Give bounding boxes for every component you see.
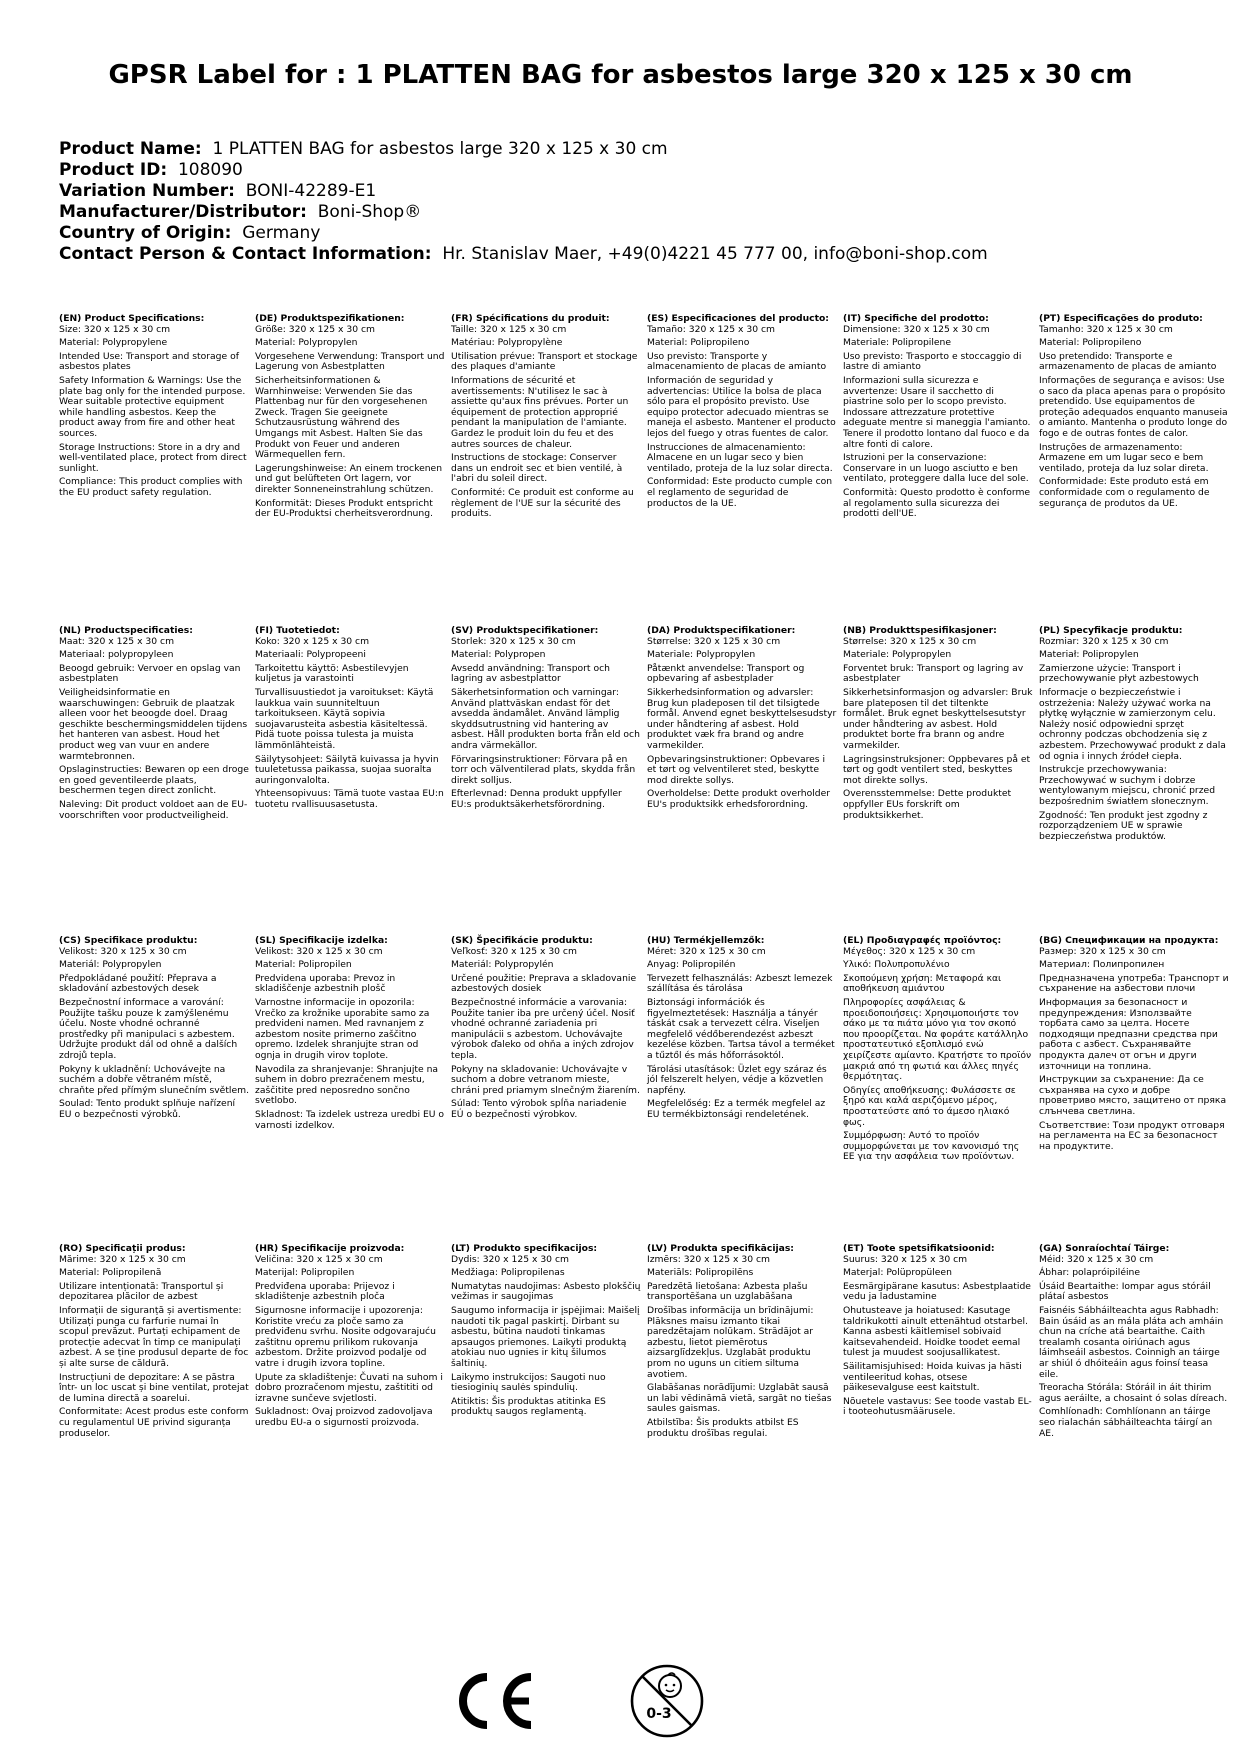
spec-paragraph: Conformità: Questo prodotto è conforme al regolamento sulla sicurezza dei prodotti dell'UE.: [843, 486, 1031, 520]
spec-paragraph: Maat: 320 x 125 x 30 cm: [59, 635, 175, 647]
spec-paragraph: Lagringsinstruksjoner: Oppbevares på et tørt og godt ventilert sted, beskyttes mot direkte sollys.: [843, 753, 1031, 786]
spec-paragraph: Conformidade: Este produto está em conformidade com o regulamento de segurança de produtos da UE.: [1039, 476, 1210, 509]
spec-paragraph: Opslaginstructies: Bewaren op een droge en goed geventileerde plaats, beschermen tegen direct zonlicht.: [59, 764, 249, 797]
spec-paragraph: Efterlevnad: Denna produkt uppfyller EU:s produktsäkerhetsförordning.: [451, 788, 622, 810]
spec-paragraph: Material: Polypropylene: [59, 337, 168, 349]
spec-paragraph: Bezpečnostné informácie a varovania: Použite tanier iba pre určený účel. Nosiť vhodné ochranné zariadenia pri manipulácii s azbestom. Uchovávajte výrobok ďaleko od ohňa a iných zdrojov tepla.: [451, 996, 635, 1061]
spec-block: [1039, 314, 1229, 512]
spec-paragraph: Materiał: Polipropylen: [1039, 649, 1139, 661]
spec-paragraph: Σκοπούμενη χρήση: Μεταφορά και αποθήκευση αμιάντου: [843, 972, 1002, 995]
spec-header: (CS) Specifikace produktu:: [59, 935, 198, 946]
spec-paragraph: Soulad: Tento produkt splňuje nařízení EU o bezpečnosti výrobků.: [59, 1098, 236, 1120]
spec-paragraph: Navodila za shranjevanje: Shranjujte na suhem in dobro prezračenem mestu, zaščitite pred neposredno sončno svetlobo.: [255, 1063, 439, 1107]
spec-paragraph: Comhlíonadh: Comhlíonann an táirge seo rialachán sábháilteachta táirgí an AE.: [1039, 1406, 1213, 1439]
spec-paragraph: Größe: 320 x 125 x 30 cm: [255, 323, 376, 335]
country-of-origin-row: [59, 223, 988, 244]
spec-paragraph: Conformitate: Acest produs este conform cu regulamentul UE privind siguranța produselor.: [59, 1406, 249, 1439]
spec-paragraph: Biztonsági információk és figyelmeztetések: Használja a tányér táskát csak a tervezett célra. Viseljen megfelelő védőberendezést azbeszt kezelése közben. Tartsa távol a terméket a tűztől és más hőforrásoktól.: [647, 996, 835, 1061]
spec-paragraph: Laikymo instrukcijos: Saugoti nuo tiesioginių saulės spindulių.: [451, 1371, 606, 1394]
spec-paragraph: Pokyny na skladovanie: Uchovávajte v suchom a dobre vetranom mieste, chráni pred priamym slnečným žiarením.: [451, 1063, 640, 1096]
spec-header: (LT) Produkto specifikacijos:: [451, 1243, 598, 1254]
spec-paragraph: Lagerungshinweise: An einem trockenen und gut belüfteten Ort lagern, vor direkter Sonneneinstrahlung schützen.: [255, 462, 443, 495]
spec-header: (GA) Sonraíochtaí Táirge:: [1039, 1243, 1170, 1254]
spec-paragraph: Instrucțiuni de depozitare: A se păstra într- un loc uscat și bine ventilat, protejat de lumina directă a soarelui.: [59, 1371, 249, 1404]
spec-paragraph: Avsedd användning: Transport och lagring av asbestplattor: [451, 662, 610, 685]
spec-paragraph: Predviđena uporaba: Prijevoz i skladištenje azbestnih ploča: [255, 1280, 395, 1303]
spec-paragraph: Materiál: Polypropylén: [451, 959, 554, 971]
manufacturer-row: [59, 202, 988, 223]
spec-paragraph: Atitiktis: Šis produktas atitinka ES produktų saugos reglamentą.: [451, 1395, 606, 1418]
spec-block: [1039, 1244, 1229, 1442]
spec-paragraph: Turvallisuustiedot ja varoitukset: Käytä laukkua vain suunniteltuun tarkoitukseen. Käytä sopivia suojavarusteita asbestia käsiteltessä. Pidä tuote poissa tulesta ja muista lämmönlähteistä.: [255, 686, 434, 751]
spec-paragraph: Matériau: Polypropylène: [451, 337, 563, 349]
spec-paragraph: Tamaño: 320 x 125 x 30 cm: [647, 323, 775, 335]
spec-block: [451, 1244, 641, 1421]
spec-paragraph: Veiligheidsinformatie en waarschuwingen: Gebruik de plaatzak alleen voor het beoogde doel. Draag geschikte beschermingsmiddelen tijdens het hanteren van asbest. Houd het product weg van vuur en andere warmtebronnen.: [59, 686, 248, 762]
spec-paragraph: Material: Polypropen: [451, 649, 546, 661]
spec-paragraph: Safety Information & Warnings: Use the plate bag only for the intended purpose. Wear suitable protective equipment while handling asbestos. Keep the product away from fire and other heat sources.: [59, 374, 246, 439]
info-value: 1 PLATTEN BAG for asbestos large 320 x 125 x 30 cm: [212, 139, 668, 159]
info-key: Contact Person & Contact Information:: [59, 244, 432, 264]
spec-paragraph: Μέγεθος: 320 x 125 x 30 cm: [843, 945, 976, 957]
product-name-row: [59, 139, 988, 160]
spec-paragraph: Vorgesehene Verwendung: Transport und Lagerung von Asbestplatten: [255, 350, 445, 373]
spec-paragraph: Material: Polipropileno: [1039, 337, 1142, 349]
spec-header: (FR) Spécifications du produit:: [451, 313, 610, 324]
info-key: Country of Origin:: [59, 223, 232, 243]
spec-header: (PT) Especificações do produto:: [1039, 313, 1203, 324]
spec-block: [451, 314, 641, 523]
spec-paragraph: Instruções de armazenamento: Armazene em um lugar seco e bem ventilado, proteja da luz solar direta.: [1039, 441, 1209, 474]
info-key: Product Name:: [59, 139, 202, 159]
spec-header: (HR) Specifikacije proizvoda:: [255, 1243, 405, 1254]
spec-paragraph: Treoracha Stórála: Stóráil in áit thirim agus aeráilte, a chosaint ó solas díreach.: [1039, 1382, 1228, 1404]
spec-block: [451, 936, 641, 1124]
spec-paragraph: Materiale: Polypropylen: [647, 649, 756, 661]
spec-paragraph: Υλικό: Πολυπροπυλένιο: [843, 959, 950, 971]
spec-header: (BG) Спецификации на продукта:: [1039, 935, 1219, 946]
spec-paragraph: Storage Instructions: Store in a dry and well-ventilated place, protect from direct sunlight.: [59, 441, 247, 474]
spec-paragraph: Sikkerhetsinformasjon og advarsler: Bruk bare plateposen til det tiltenkte formålet. Bruk egnet beskyttelsesutstyr under håndtering av asbest. Hold produktet borte fra brann og andre varmekilder.: [843, 686, 1033, 751]
spec-paragraph: Megfelelőség: Ez a termék megfelel az EU termékbiztonsági rendeletének.: [647, 1098, 826, 1120]
spec-paragraph: Informații de siguranță și avertismente: Utilizați punga cu farfurie numai în scopul prevăzut. Purtați echipament de protecție adecvat în timp ce manipulați azbest. A se ține produsul departe de foc și alte surse de căldură.: [59, 1304, 249, 1369]
spec-paragraph: Säkerhetsinformation och varningar: Använd plattväskan endast för det avsedda ändamålet. Använd lämplig skyddsutrustning vid hantering av asbest. Håll produkten borta från eld och andra värmekällor.: [451, 686, 640, 751]
spec-paragraph: Koko: 320 x 125 x 30 cm: [255, 635, 370, 647]
spec-paragraph: Tamanho: 320 x 125 x 30 cm: [1039, 323, 1173, 335]
spec-paragraph: Sigurnosne informacije i upozorenja: Koristite vreću za ploče samo za predviđenu svrhu. Nosite odgovarajuću zaštitnu opremu prilikom rukovanja azbestom. Držite proizvod podalje od vatre i drugih izvora topline.: [255, 1304, 436, 1369]
spec-header: (HU) Termékjellemzők:: [647, 935, 765, 946]
spec-paragraph: Paredzētā lietošana: Azbesta plašu transportēšana un uzglabāšana: [647, 1280, 808, 1303]
spec-block: [255, 314, 445, 523]
spec-paragraph: Συμμόρφωση: Αυτό το προϊόν συμμορφώνεται με τον κανονισμό της ΕΕ για την ασφάλεια των προϊόντων.: [843, 1130, 1020, 1163]
spec-paragraph: Varnostne informacije in opozorila: Vrečko za krožnike uporabite samo za predvideni namen. Med ravnanjem z azbestom nosite primerno zaščitno opremo. Izdelek shranjujte stran od ognja in drugih virov toplote.: [255, 996, 430, 1061]
spec-paragraph: Størrelse: 320 x 125 x 30 cm: [647, 635, 781, 647]
spec-header: (SV) Produktspecifikationer:: [451, 625, 599, 636]
spec-paragraph: Materiāls: Polipropilēns: [647, 1267, 754, 1279]
spec-paragraph: Informazioni sulla sicurezza e avvertenze: Usare il sacchetto di piastrine solo per lo scopo previsto. Indossare attrezzature protettive adeguate mentre si maneggia l'amianto. Tenere il prodotto lontano dal fuoco e da altre fonti di calore.: [843, 374, 1031, 450]
spec-block: [843, 1244, 1033, 1421]
spec-paragraph: Upute za skladištenje: Čuvati na suhom i dobro prozračenom mjestu, zaštititi od izravne sunčeve svjetlosti.: [255, 1371, 443, 1404]
spec-paragraph: Предназначена употреба: Транспорт и съхранение на азбестови плочи: [1039, 972, 1229, 995]
spec-paragraph: Predvidena uporaba: Prevoz in skladiščenje azbestnih plošč: [255, 972, 396, 995]
spec-paragraph: Overensstemmelse: Dette produktet oppfyller EUs forskrift om produktsikkerhet.: [843, 788, 1012, 821]
spec-paragraph: Dimensione: 320 x 125 x 30 cm: [843, 323, 990, 335]
spec-paragraph: Conformité: Ce produit est conforme au règlement de l'UE sur la sécurité des produits.: [451, 486, 634, 520]
spec-paragraph: Určené použitie: Preprava a skladovanie azbestových dosiek: [451, 972, 637, 995]
spec-paragraph: Suurus: 320 x 125 x 30 cm: [843, 1253, 968, 1265]
spec-block: [843, 936, 1033, 1166]
spec-paragraph: Anyag: Polipropilén: [647, 959, 736, 971]
spec-paragraph: Veľkosť: 320 x 125 x 30 cm: [451, 945, 577, 957]
product-info: [59, 139, 988, 265]
spec-paragraph: Material: Polipropilenă: [59, 1267, 162, 1279]
spec-paragraph: Méid: 320 x 125 x 30 cm: [1039, 1253, 1154, 1265]
spec-paragraph: Overholdelse: Dette produkt overholder EU's produktsikk erhedsforordning.: [647, 788, 831, 810]
spec-header: (EL) Προδιαγραφές προϊόντος:: [843, 935, 1002, 946]
spec-paragraph: Информация за безопасност и предупреждения: Използвайте торбата само за целта. Носете подходящи предпазни средства при работа с азбест. Съхранявайте продукта далеч от огън и други източници на топлина.: [1039, 996, 1218, 1072]
spec-paragraph: Compliance: This product complies with the EU product safety regulation.: [59, 476, 243, 498]
info-value: Hr. Stanislav Maer, +49(0)4221 45 777 00, info@boni-shop.com: [442, 244, 988, 264]
logos: [0, 1668, 1241, 1748]
spec-paragraph: Instructions de stockage: Conserver dans un endroit sec et bien ventilé, à l'abri du soleil direct.: [451, 452, 623, 485]
spec-paragraph: Taille: 320 x 125 x 30 cm: [451, 323, 567, 335]
spec-paragraph: Material: Polipropilen: [255, 959, 352, 971]
spec-paragraph: Yhteensopivuus: Tämä tuote vastaa EU:n tuotetu rvallisuusasetusta.: [255, 788, 444, 810]
spec-paragraph: Skladnost: Ta izdelek ustreza uredbi EU o varnosti izdelkov.: [255, 1108, 445, 1131]
spec-block: [59, 936, 249, 1124]
spec-paragraph: Säilytysohjeet: Säilytä kuivassa ja hyvin tuuletetussa paikassa, suojaa suoralta auringonvalolta.: [255, 753, 439, 786]
info-value: BONI-42289-E1: [245, 181, 377, 201]
spec-paragraph: Uso pretendido: Transporte e armazenamento de placas de amianto: [1039, 350, 1217, 373]
spec-header: (RO) Specificații produs:: [59, 1243, 186, 1254]
spec-paragraph: Materjal: Polüpropüleen: [843, 1267, 952, 1279]
spec-paragraph: Uso previsto: Transporte y almacenamiento de placas de amianto: [647, 350, 827, 373]
spec-paragraph: Drošības informācija un brīdinājumi: Plāksnes maisu izmanto tikai paredzētajam nolūkam. Strādājot ar azbestu, lietot piemērotus aizsarglīdzekļus. Uzglabāt produktu prom no uguns un citiem siltuma avotiem.: [647, 1304, 814, 1380]
spec-header: (SL) Specifikacije izdelka:: [255, 935, 388, 946]
spec-paragraph: Utilizare intenționată: Transportul și depozitarea plăcilor de azbest: [59, 1280, 224, 1303]
info-key: Variation Number:: [59, 181, 235, 201]
spec-paragraph: Materiál: Polypropylen: [59, 959, 162, 971]
spec-paragraph: Velikost: 320 x 125 x 30 cm: [59, 945, 187, 957]
spec-paragraph: Material: Polipropileno: [647, 337, 750, 349]
not-for-children-0-3-icon: [628, 1662, 706, 1740]
spec-block: [255, 626, 445, 814]
spec-paragraph: Utilisation prévue: Transport et stockage des plaques d'amiante: [451, 350, 638, 373]
spec-paragraph: Mărime: 320 x 125 x 30 cm: [59, 1253, 186, 1265]
spec-paragraph: Pokyny k ukladnění: Uchovávejte na suchém a dobře větraném místě, chraňte před přímým slunečním světlem.: [59, 1063, 249, 1096]
spec-paragraph: Súlad: Tento výrobok spĺňa nariadenie EÚ o bezpečnosti výrobkov.: [451, 1098, 627, 1120]
spec-paragraph: Předpokládané použití: Přeprava a skladování azbestových desek: [59, 972, 217, 995]
spec-paragraph: Bezpečnostní informace a varování: Použijte tašku pouze k zamýšlenému účelu. Noste vhodné ochranné prostředky při manipulaci s azbestem. Udržujte produkt dál od ohně a dalších zdrojů tepla.: [59, 996, 238, 1061]
spec-header: (ES) Especificaciones del producto:: [647, 313, 829, 324]
spec-paragraph: Påtænkt anvendelse: Transport og opbevaring af asbestplader: [647, 662, 805, 685]
spec-paragraph: Faisnéis Sábháilteachta agus Rabhadh: Bain úsáid as an mála pláta ach amháin chun na críche atá beartaithe. Caith trealamh cosanta oiriúnach agus láimhseáil asbestos. Coinnigh an táirge ar shiúl ó dhóiteáin agus foinsí teasa eile.: [1039, 1304, 1224, 1380]
spec-paragraph: Съответствие: Този продукт отговаря на регламента на ЕС за безопасност на продуктите.: [1039, 1119, 1225, 1152]
spec-paragraph: Sukladnost: Ovaj proizvod zadovoljava uredbu EU-a o sigurnosti proizvoda.: [255, 1406, 433, 1428]
info-key: Manufacturer/Distributor:: [59, 202, 307, 222]
info-key: Product ID:: [59, 160, 168, 180]
spec-block: [59, 314, 249, 502]
spec-paragraph: Tervezett felhasználás: Azbeszt lemezek szállítása és tárolása: [647, 972, 833, 995]
spec-paragraph: Saugumo informacija ir įspėjimai: Maišelį naudoti tik pagal paskirtį. Dirbant su asbestu, būtina naudoti tinkamas apsaugos priemones. Laikyti produktą atokiau nuo ugnies ir kitų šilumos šaltinių.: [451, 1304, 640, 1369]
spec-paragraph: Información de seguridad y advertencias: Utilice la bolsa de placa sólo para el propósito previsto. Use equipo protector adecuado mientras se maneja el asbesto. Mantener el producto lejos del fuego y otras fuentes de calor.: [647, 374, 836, 439]
spec-paragraph: Zgodność: Ten produkt jest zgodny z rozporządzeniem UE w sprawie bezpieczeństwa produktów.: [1039, 809, 1208, 842]
spec-paragraph: Forventet bruk: Transport og lagring av asbestplater: [843, 662, 1024, 685]
spec-block: [1039, 936, 1229, 1155]
spec-paragraph: Size: 320 x 125 x 30 cm: [59, 323, 171, 335]
page-title: GPSR Label for : 1 PLATTEN BAG for asbestos large 320 x 125 x 30 cm: [108, 60, 1133, 90]
spec-paragraph: Uso previsto: Trasporto e stoccaggio di lastre di amianto: [843, 350, 1022, 373]
spec-paragraph: Materiaal: polypropyleen: [59, 649, 174, 661]
spec-paragraph: Nõuetele vastavus: See toode vastab EL-i tooteohutusmäärusele.: [843, 1395, 1032, 1418]
info-value: 108090: [177, 160, 243, 180]
spec-block: [647, 314, 837, 512]
spec-paragraph: Ohutusteave ja hoiatused: Kasutage taldrikukotti ainult ettenähtud otstarbel. Kanna asbesti käitlemisel sobivaid kaitsevahendeid. Hoidke toodet eemal tulest ja muudest soojusallikatest.: [843, 1304, 1028, 1359]
spec-paragraph: Instrukcje przechowywania: Przechowywać w suchym i dobrze wentylowanym miejscu, chronić przed bezpośrednim światłem słonecznym.: [1039, 764, 1216, 807]
spec-paragraph: Materiale: Polipropilene: [843, 337, 952, 349]
spec-block: [843, 626, 1033, 824]
spec-header: (NL) Productspecificaties:: [59, 625, 193, 636]
spec-paragraph: Informacje o bezpieczeństwie i ostrzeżenia: Należy używać worka na płytkę wyłącznie w zamierzonym celu. Należy nosić odpowiedni sprzęt ochronny podczas obchodzenia się z azbestem. Przechowywać produkt z dala od ognia i innych źródeł ciepła.: [1039, 686, 1226, 762]
spec-paragraph: Informações de segurança e avisos: Use o saco da placa apenas para o propósito pretendido. Use equipamentos de proteção adequados enquanto manuseia o amianto. Mantenha o produto longe do fogo e de outras fontes de calor.: [1039, 374, 1228, 439]
ce-mark-icon: [451, 1668, 537, 1734]
spec-paragraph: Οδηγίες αποθήκευσης: Φυλάσσετε σε ξηρό και καλά αεριζόμενο μέρος, προστατεύστε από το άμεσο ηλιακό φως.: [843, 1084, 1016, 1128]
spec-header: (DE) Produktspezifikationen:: [255, 313, 405, 324]
spec-paragraph: Storlek: 320 x 125 x 30 cm: [451, 635, 576, 647]
age-warning-label: 0-3: [646, 1706, 672, 1722]
spec-header: (FI) Tuotetiedot:: [255, 625, 340, 636]
spec-block: [647, 936, 837, 1124]
spec-paragraph: Materiale: Polypropylen: [843, 649, 952, 661]
spec-header: (DA) Produktspecifikationer:: [647, 625, 796, 636]
info-value: Boni-Shop®: [317, 202, 422, 222]
spec-block: [647, 626, 837, 814]
spec-header: (IT) Specifiche del prodotto:: [843, 313, 989, 324]
spec-paragraph: Dydis: 320 x 125 x 30 cm: [451, 1253, 569, 1265]
spec-paragraph: Úsáid Beartaithe: Iompar agus stóráil plátaí asbestos: [1039, 1280, 1211, 1303]
spec-paragraph: Materiaali: Polypropeeni: [255, 649, 366, 661]
spec-paragraph: Istruzioni per la conservazione: Conservare in un luogo asciutto e ben ventilato, proteggere dalla luce del sole.: [843, 452, 1029, 485]
spec-paragraph: Material: Polypropylen: [255, 337, 358, 349]
spec-header: (PL) Specyfikacje produktu:: [1039, 625, 1183, 636]
spec-header: (SK) Špecifikácie produktu:: [451, 935, 593, 946]
info-value: Germany: [242, 223, 321, 243]
spec-block: [255, 1244, 445, 1432]
spec-paragraph: Materijal: Polipropilen: [255, 1267, 355, 1279]
spec-paragraph: Säilitamisjuhised: Hoida kuivas ja hästi ventileeritud kohas, otsese päikesevalguse eest kaitstult.: [843, 1360, 1022, 1394]
spec-paragraph: Konformität: Dieses Produkt entspricht der EU-Produktsi cherheitsverordnung.: [255, 497, 433, 520]
spec-paragraph: Rozmiar: 320 x 125 x 30 cm: [1039, 635, 1169, 647]
spec-paragraph: Förvaringsinstruktioner: Förvara på en torr och välventilerad plats, skydda från direkt solljus.: [451, 753, 636, 786]
spec-paragraph: Izmērs: 320 x 125 x 30 cm: [647, 1253, 770, 1265]
spec-block: [59, 626, 249, 824]
spec-paragraph: Ábhar: polapróipiléine: [1039, 1267, 1141, 1279]
spec-block: [255, 936, 445, 1134]
spec-paragraph: Sicherheitsinformationen & Warnhinweise: Verwenden Sie das Plattenbag nur für den vorgesehenen Zweck. Tragen Sie geeignete Schutzausrüstung während des Umgangs mit Asbest. Halten Sie das Produkt von Feuer und anderen Wärmequellen fern.: [255, 374, 428, 461]
spec-paragraph: Conformidad: Este producto cumple con el reglamento de seguridad de productos de la UE.: [647, 476, 833, 509]
spec-paragraph: Beoogd gebruik: Vervoer en opslag van asbestplaten: [59, 662, 241, 685]
spec-block: [843, 314, 1033, 523]
spec-paragraph: Velikost: 320 x 125 x 30 cm: [255, 945, 383, 957]
contact-row: [59, 244, 988, 265]
spec-header: (LV) Produkta specifikācijas:: [647, 1243, 794, 1254]
spec-paragraph: Размер: 320 x 125 x 30 cm: [1039, 945, 1166, 957]
spec-block: [451, 626, 641, 814]
spec-header: (NB) Produkttspesifikasjoner:: [843, 625, 997, 636]
variation-number-row: [59, 181, 988, 202]
spec-paragraph: Инструкции за съхранение: Да се съхранява на сухо и добре проветриво място, защитено от пряка слънчева светлина.: [1039, 1074, 1227, 1117]
product-id-row: [59, 160, 988, 181]
spec-paragraph: Størrelse: 320 x 125 x 30 cm: [843, 635, 977, 647]
spec-header: (EN) Product Specifications:: [59, 313, 205, 324]
spec-paragraph: Tarkoitettu käyttö: Asbestilevyjen kuljetus ja varastointi: [255, 662, 409, 685]
spec-paragraph: Sikkerhedsinformation og advarsler: Brug kun pladeposen til det tilsigtede formål. Anvend egnet beskyttelsesudstyr under håndtering af asbest. Hold produktet væk fra brand og andre varmekilder.: [647, 686, 837, 751]
spec-paragraph: Méret: 320 x 125 x 30 cm: [647, 945, 766, 957]
spec-block: [1039, 626, 1229, 845]
spec-paragraph: Tárolási utasítások: Üzlet egy száraz és jól felszerelt helyen, védje a közvetlen napfény.: [647, 1063, 827, 1096]
spec-paragraph: Материал: Полипропилен: [1039, 959, 1165, 971]
spec-paragraph: Πληροφορίες ασφάλειας & προειδοποιήσεις: Χρησιμοποιήστε τον σάκο με τα πιάτα μόνο για τον σκοπό που προορίζεται. Να φοράτε κατάλληλο προστατευτικό εξοπλισμό ενώ χειρίζεστε αμίαντο. Κρατήστε το προϊόν μακριά από τη φωτιά και άλλες πηγές θερμότητας.: [843, 996, 1032, 1083]
spec-paragraph: Veličina: 320 x 125 x 30 cm: [255, 1253, 383, 1265]
spec-paragraph: Glabāšanas norādījumi: Uzglabāt sausā un labi vēdināmā vietā, sargāt no tiešas saules gaismas.: [647, 1382, 832, 1415]
spec-block: [59, 1244, 249, 1442]
spec-paragraph: Naleving: Dit product voldoet aan de EU-voorschriften voor productveiligheid.: [59, 798, 248, 821]
spec-paragraph: Intended Use: Transport and storage of asbestos plates: [59, 350, 239, 373]
spec-paragraph: Medžiaga: Polipropilenas: [451, 1267, 565, 1279]
spec-paragraph: Instrucciones de almacenamiento: Almacene en un lugar seco y bien ventilado, proteja de la luz solar directa.: [647, 441, 833, 474]
spec-block: [647, 1244, 837, 1442]
spec-paragraph: Zamierzone użycie: Transport i przechowywanie płyt azbestowych: [1039, 662, 1199, 685]
spec-paragraph: Informations de sécurité et avertissements: N'utilisez le sac à assiette qu'aux fins prévues. Porter un équipement de protection approprié pendant la manipulation de l'amiante. Gardez le produit loin du feu et des autres sources de chaleur.: [451, 374, 629, 450]
spec-header: (ET) Toote spetsifikatsioonid:: [843, 1243, 995, 1254]
spec-paragraph: Numatytas naudojimas: Asbesto plokščių vežimas ir saugojimas: [451, 1280, 641, 1303]
spec-paragraph: Atbilstība: Šis produkts atbilst ES produktu drošības regulai.: [647, 1416, 799, 1439]
spec-paragraph: Eesmärgipärane kasutus: Asbestplaatide vedu ja ladustamine: [843, 1280, 1031, 1303]
spec-paragraph: Opbevaringsinstruktioner: Opbevares i et tørt og velventileret sted, beskytte mod direkte sollys.: [647, 753, 826, 786]
